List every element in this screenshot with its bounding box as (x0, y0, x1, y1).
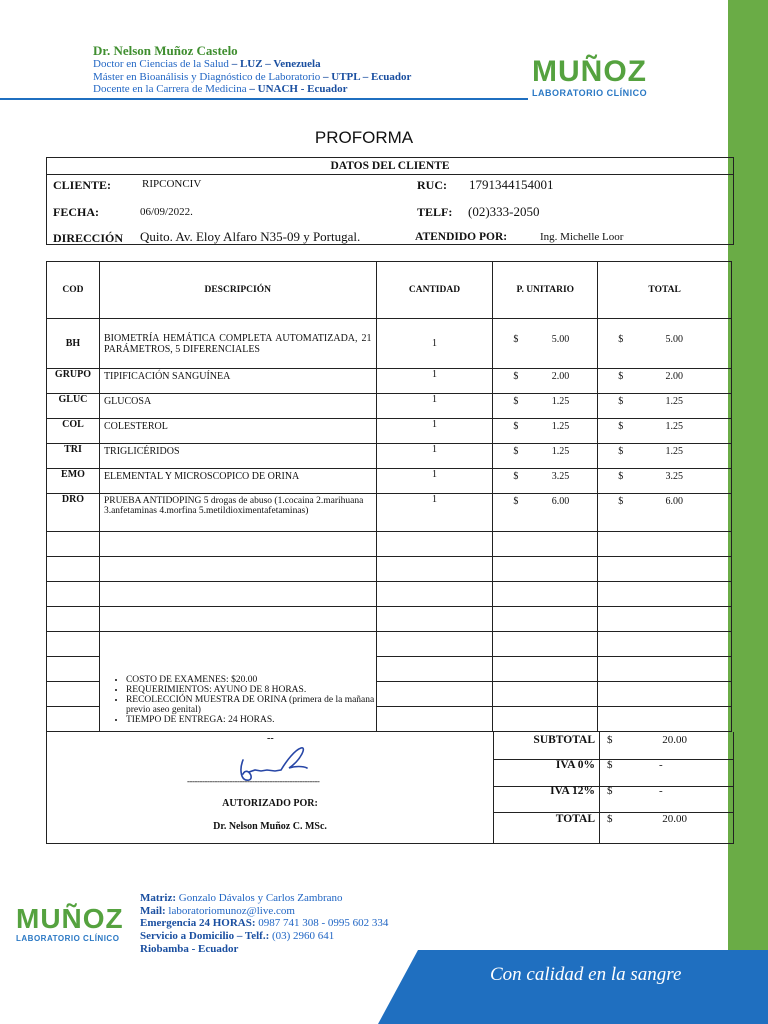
doctor-name: Dr. Nelson Muñoz Castelo (93, 43, 238, 58)
logo-word-bottom: MUÑOZ (16, 903, 124, 934)
green-side-bar (728, 0, 768, 950)
table-row: GLUC GLUCOSA 1 $ 1.25 $ 1.25 (47, 394, 732, 419)
items-table (46, 261, 732, 732)
page-title: PROFORMA (314, 128, 414, 147)
iva12-label: IVA 12% (550, 785, 595, 797)
iva0-value: - (659, 759, 663, 771)
table-row: BH BIOMETRÍA HEMÁTICA COMPLETA AUTOMATIZADA, 21 PARÁMETROS, 5 DIFERENCIALES 1 $ 5.00 $ 5.00 (47, 319, 732, 369)
atendido-value: Ing. Michelle Loor (540, 231, 624, 243)
total-value: 20.00 (662, 813, 687, 825)
iva0-currency: $ (607, 759, 613, 771)
logo-subtitle-bottom: LABORATORIO CLÍNICO (16, 934, 120, 943)
note-item: • COSTO DE EXAMENES: $20.00 (126, 675, 376, 685)
notes-list (99, 632, 376, 732)
footer-emergencia: Emergencia 24 HORAS: 0987 741 308 - 0995 602 334 (140, 917, 389, 929)
fecha-value: 06/09/2022. (140, 206, 193, 218)
notes-row (47, 632, 732, 657)
note-item: • RECOLECCIÓN MUESTRA DE ORINA (primera de la mañana previo aseo genital) (126, 695, 376, 715)
iva0-label: IVA 0% (555, 759, 595, 771)
credential-line-2: Máster en Bioanálisis y Diagnóstico de Laboratorio – UTPL – Ecuador (93, 71, 412, 83)
subtotal-currency: $ (607, 734, 613, 746)
table-row: COL COLESTEROL 1 $ 1.25 $ 1.25 (47, 419, 732, 444)
telf-value: (02)333-2050 (468, 204, 540, 219)
col-header-cantidad: CANTIDAD (376, 262, 493, 319)
cliente-label: CLIENTE: (53, 178, 112, 192)
table-row: TRI TRIGLICÉRIDOS 1 $ 1.25 $ 1.25 (47, 444, 732, 469)
direccion-label: DIRECCIÓN (53, 231, 124, 245)
telf-label: TELF: (417, 205, 453, 219)
empty-row (47, 582, 732, 607)
slogan-text: Con calidad en la sangre (490, 964, 682, 985)
footer-servicio: Servicio a Domicilio – Telf.: (03) 2960 641 (140, 930, 335, 942)
footer-mail: Mail: laboratoriomunoz@live.com (140, 905, 295, 917)
total-currency: $ (607, 813, 613, 825)
totals-signature-box (46, 732, 734, 844)
table-row: EMO ELEMENTAL Y MICROSCOPICO DE ORINA 1 $ 3.25 $ 3.25 (47, 469, 732, 494)
slogan-band (378, 950, 768, 1024)
credential-line-3: Docente en la Carrera de Medicina – UNACH - Ecuador (93, 83, 348, 95)
logo-bottom (16, 904, 124, 943)
footer-matriz: Matriz: Gonzalo Dávalos y Carlos Zambrano (140, 892, 343, 904)
signature-line: ----------------------------------------------------- (187, 776, 320, 786)
note-item: • TIEMPO DE ENTREGA: 24 HORAS. (126, 715, 376, 725)
fecha-label: FECHA: (53, 205, 99, 219)
total-label: TOTAL (555, 813, 595, 825)
authorized-name: Dr. Nelson Muñoz C. MSc. (213, 821, 327, 832)
table-row: DRO PRUEBA ANTIDOPING 5 drogas de abuso (1.cocaina 2.marihuana 3.anfetaminas 4.morfina 5.metildioximentafetaminas) 1 $ 6.00 $ 6.00 (47, 494, 732, 532)
header-divider (0, 98, 528, 100)
ruc-label: RUC: (417, 178, 447, 192)
direccion-value: Quito. Av. Eloy Alfaro N35-09 y Portugal. (140, 229, 361, 244)
col-header-total: TOTAL (598, 262, 732, 319)
iva12-value: - (659, 785, 663, 797)
table-row: GRUPO TIPIFICACIÓN SANGUÍNEA 1 $ 2.00 $ 2.00 (47, 369, 732, 394)
empty-row (47, 607, 732, 632)
empty-row (47, 532, 732, 557)
signature-dashes: -- (267, 733, 274, 744)
client-heading: DATOS DEL CLIENTE (47, 158, 733, 175)
col-header-p-unitario: P. UNITARIO (493, 262, 598, 319)
ruc-value: 1791344154001 (469, 177, 554, 192)
logo-subtitle: LABORATORIO CLÍNICO (532, 88, 648, 98)
empty-row (47, 557, 732, 582)
col-header-cod: COD (47, 262, 100, 319)
logo-word: MUÑOZ (532, 55, 647, 88)
credential-line-1: Doctor en Ciencias de la Salud – LUZ – Venezuela (93, 58, 321, 70)
subtotal-value: 20.00 (662, 734, 687, 746)
logo-top (532, 56, 647, 98)
authorized-by-label: AUTORIZADO POR: (222, 798, 318, 809)
note-item: • REQUERIMIENTOS: AYUNO DE 8 HORAS. (126, 685, 376, 695)
cliente-value: RIPCONCIV (142, 178, 202, 190)
footer-city: Riobamba - Ecuador (140, 943, 239, 955)
iva12-currency: $ (607, 785, 613, 797)
table-header-row (47, 262, 732, 319)
client-box (46, 157, 734, 245)
subtotal-label: SUBTOTAL (533, 734, 595, 746)
col-header-descripcion: DESCRIPCIÓN (99, 262, 376, 319)
atendido-label: ATENDIDO POR: (415, 231, 508, 243)
